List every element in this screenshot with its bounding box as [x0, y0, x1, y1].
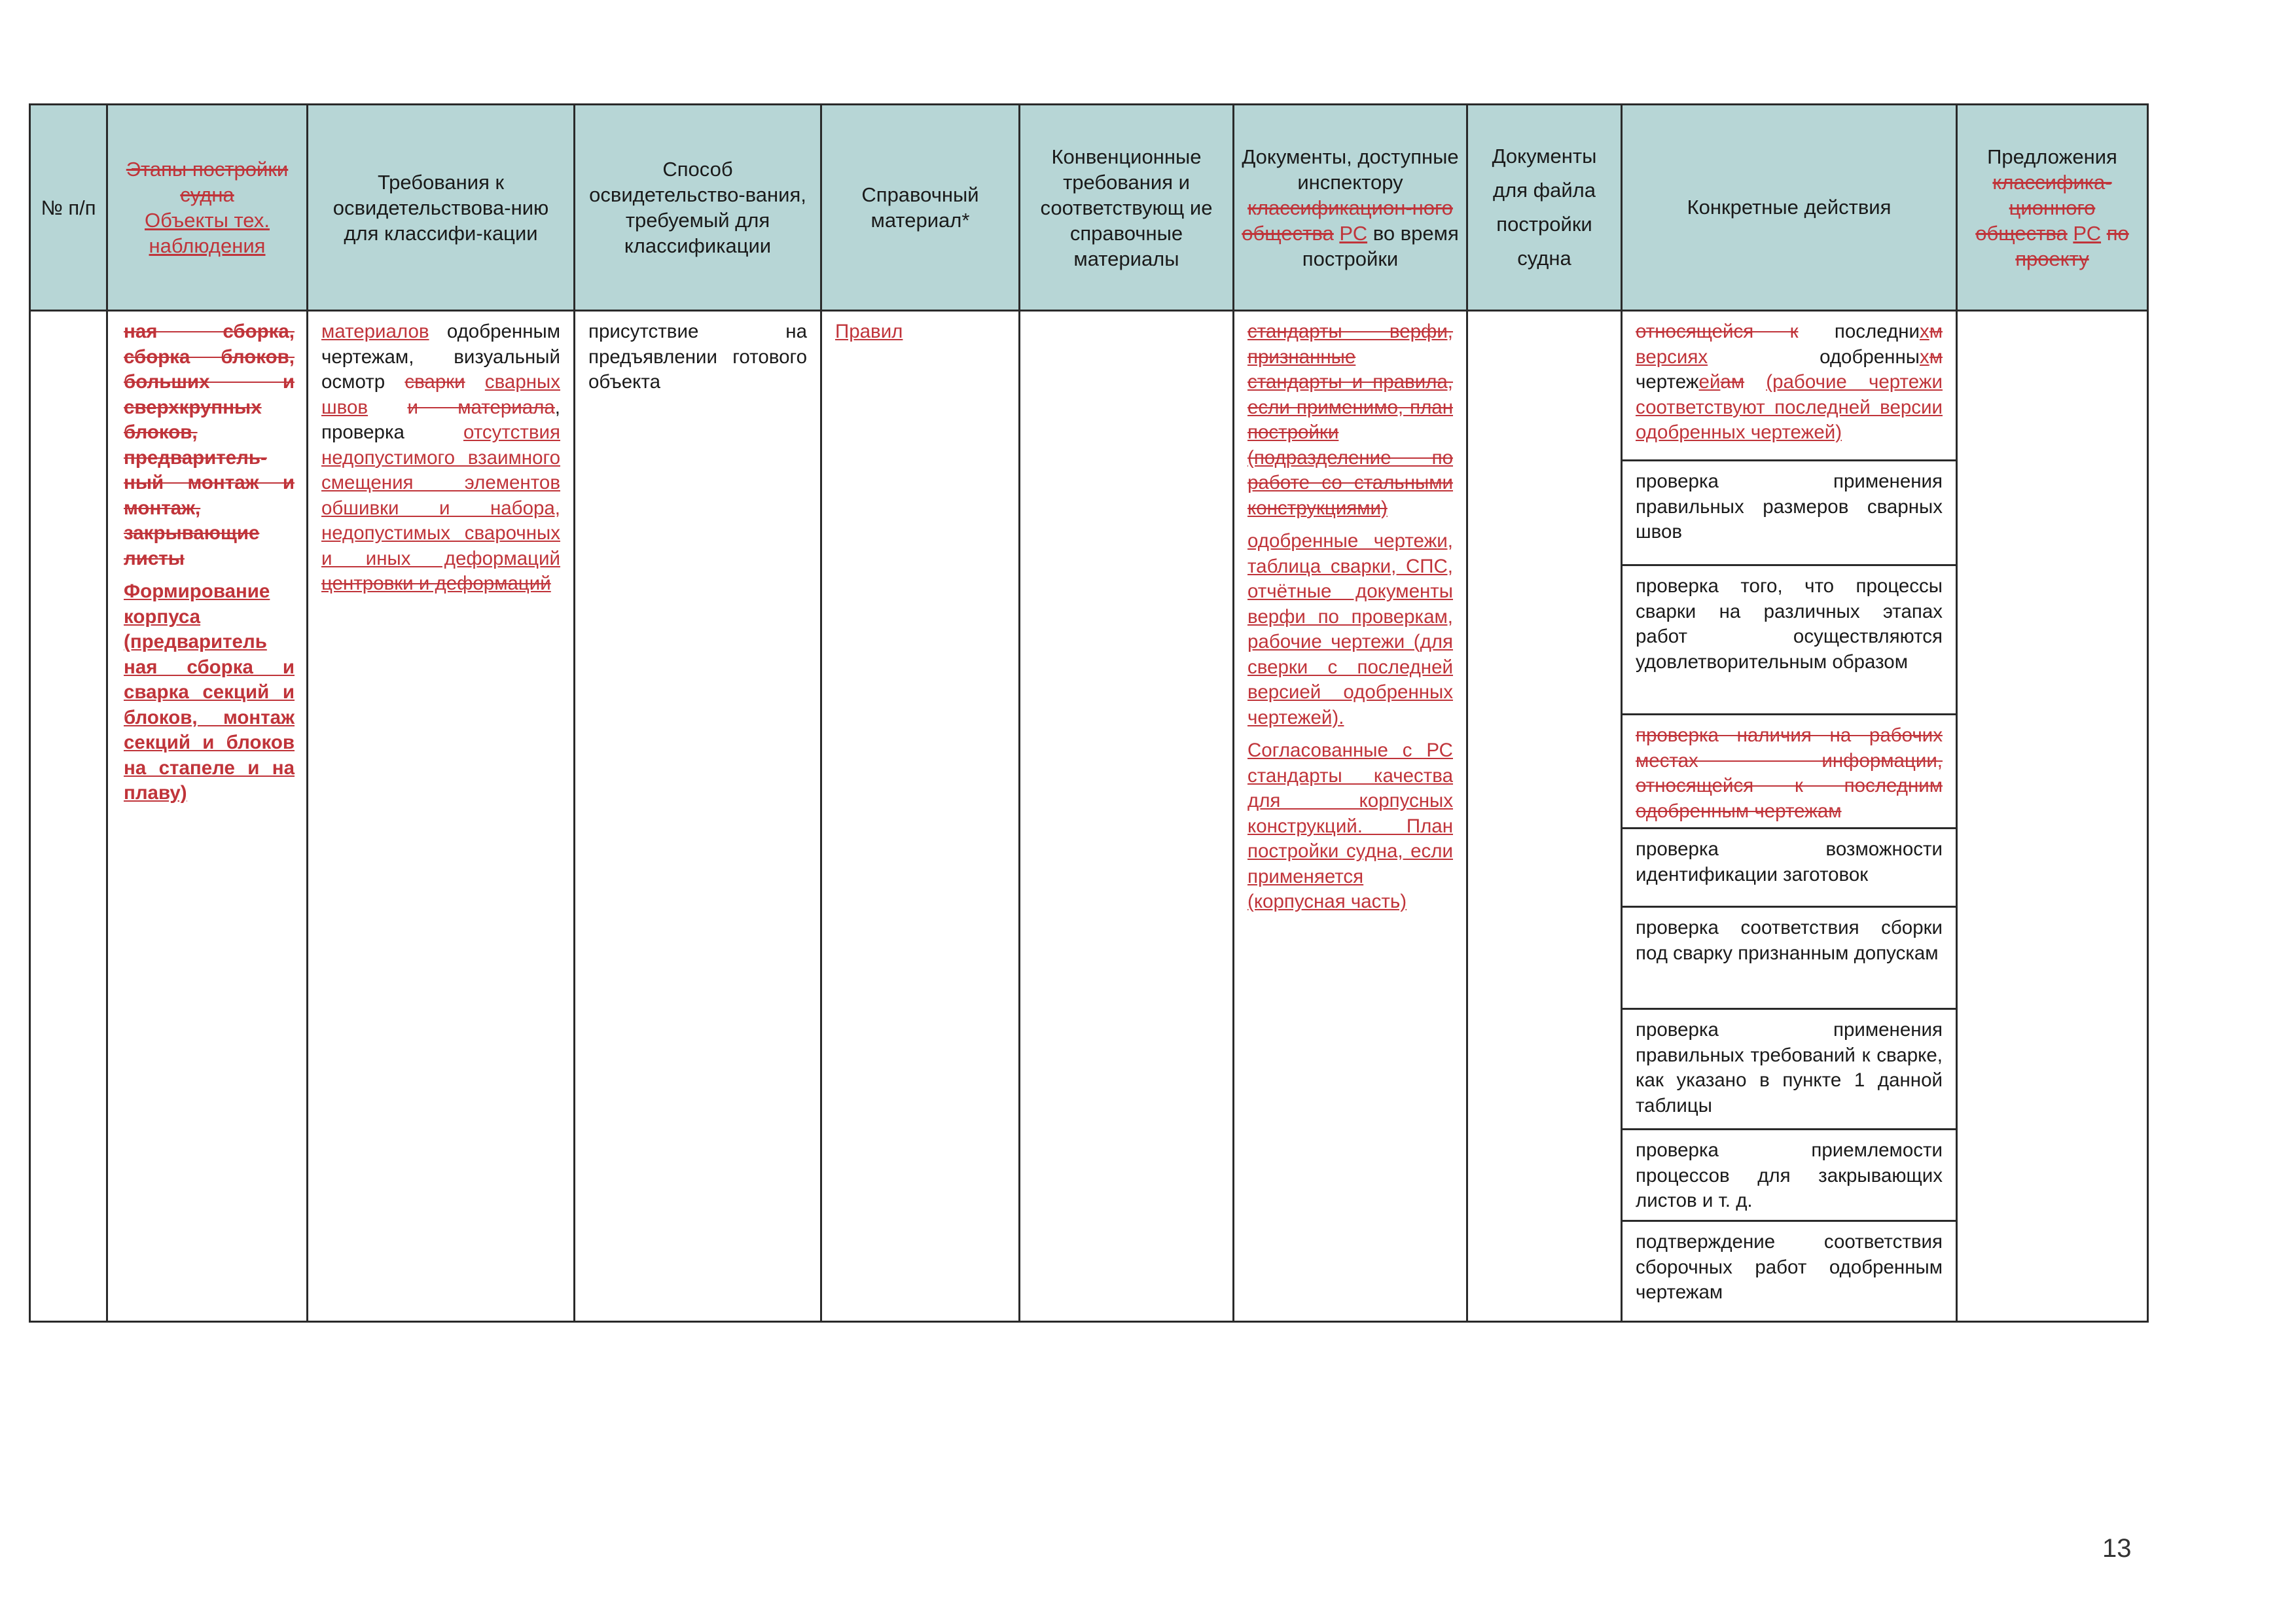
documents-inserted-text-2: Согласованные с РС стандарты качества для корпусных конструкций. План постройки судна, если применяется (корпусная часть) [1247, 740, 1453, 912]
reference-rules-link: Правил [835, 321, 903, 342]
header-documents-file: Документы для файла постройки судна [1467, 105, 1622, 311]
stages-deleted-text: ная сборка, сборка блоков, больших и сверхкрупных блоков, предваритель-ный монтаж и монтаж, закрывающие листы [124, 321, 295, 569]
action-item: проверка применения правильных размеров сварных швов [1623, 461, 1956, 566]
cell-convention [1020, 311, 1234, 1322]
action-item: подтверждение соответствия сборочных работ одобренным чертежам [1636, 1231, 1943, 1303]
header-proposals-deleted-2: по проекту [2015, 221, 2129, 270]
cell-requirements: материалов одобренным чертежам, визуальный осмотр сварки сварных швов и материала, проверка отсутствия недопустимого взаимного смещения элементов обшивки и набора, недопустимых сварочных и иных деформаций центровки и деформаций [308, 311, 575, 1322]
action-item: относящейся к последнихм версиях одобренныхм чертежейам (рабочие чертежи соответствуют последней версии одобренных чертежей) [1623, 312, 1956, 461]
action-item: проверка наличия на рабочих местах информации, относящейся к последним одобренным чертежам [1623, 715, 1956, 829]
action-item: проверка приемлемости процессов для закрывающих листов и т. д. [1623, 1130, 1956, 1222]
action-item: проверка того, что процессы сварки на различных этапах работ осуществляются удовлетворительным образом [1623, 566, 1956, 715]
documents-deleted-text: стандарты верфи, признанные стандарты и правила, если применимо, план постройки (подразделение по работе со стальными конструкциями) [1247, 321, 1453, 519]
cell-proposals [1957, 311, 2148, 1322]
header-documents-deleted: классификацион-ного общества [1242, 196, 1453, 245]
header-documents-inserted: РС [1339, 221, 1368, 245]
header-proposals-deleted: классифика-ционного общества [1975, 170, 2112, 245]
header-method: Способ освидетельство-вания, требуемый для классификации [575, 105, 821, 311]
cell-documents-inspector [1234, 311, 1467, 1322]
header-row [30, 105, 2148, 311]
action-item: проверка соответствия сборки под сварку признанным допускам [1623, 908, 1956, 1010]
cell-reference [821, 311, 1020, 1322]
cell-method: присутствие на предъявлении готового объекта [575, 311, 821, 1322]
stages-inserted-text: Формирование корпуса (предваритель ная сборка и сварка секций и блоков, монтаж секций и блоков на стапеле и на плаву) [124, 580, 295, 804]
cell-documents-file [1467, 311, 1622, 1322]
header-convention: Конвенционные требования и соответствующ ие справочные материалы [1020, 105, 1234, 311]
inspection-table [29, 103, 2149, 1323]
cell-number [30, 311, 107, 1322]
header-requirements: Требования к освидетельствова-нию для классифи-кации [308, 105, 575, 311]
header-number: № п/п [30, 105, 107, 311]
cell-actions [1622, 311, 1957, 1322]
cell-stages [107, 311, 308, 1322]
action-item: проверка возможности идентификации заготовок [1623, 829, 1956, 908]
header-stages-inserted: Объекты тех. наблюдения [145, 209, 270, 257]
table-row [30, 311, 2148, 1322]
header-proposals-inserted: РС [2073, 221, 2102, 245]
header-stages-deleted: Этапы постройки судна [126, 158, 289, 206]
header-reference: Справочный материал* [821, 105, 1020, 311]
header-stages [107, 105, 308, 311]
action-item: проверка применения правильных требований к сварке, как указано в пункте 1 данной таблицы [1623, 1010, 1956, 1130]
header-actions: Конкретные действия [1622, 105, 1957, 311]
header-documents-inspector: Документы, доступные инспектору классификацион-ного общества РС во время постройки [1234, 105, 1467, 311]
page-number: 13 [2102, 1534, 2132, 1563]
header-proposals: Предложения классифика-ционного общества РС по проекту [1957, 105, 2148, 311]
documents-inserted-text-1: одобренные чертежи, таблица сварки, СПС, отчётные документы верфи по проверкам, рабочие чертежи (для сверки с последней версией одобренных чертежей). [1247, 530, 1453, 728]
